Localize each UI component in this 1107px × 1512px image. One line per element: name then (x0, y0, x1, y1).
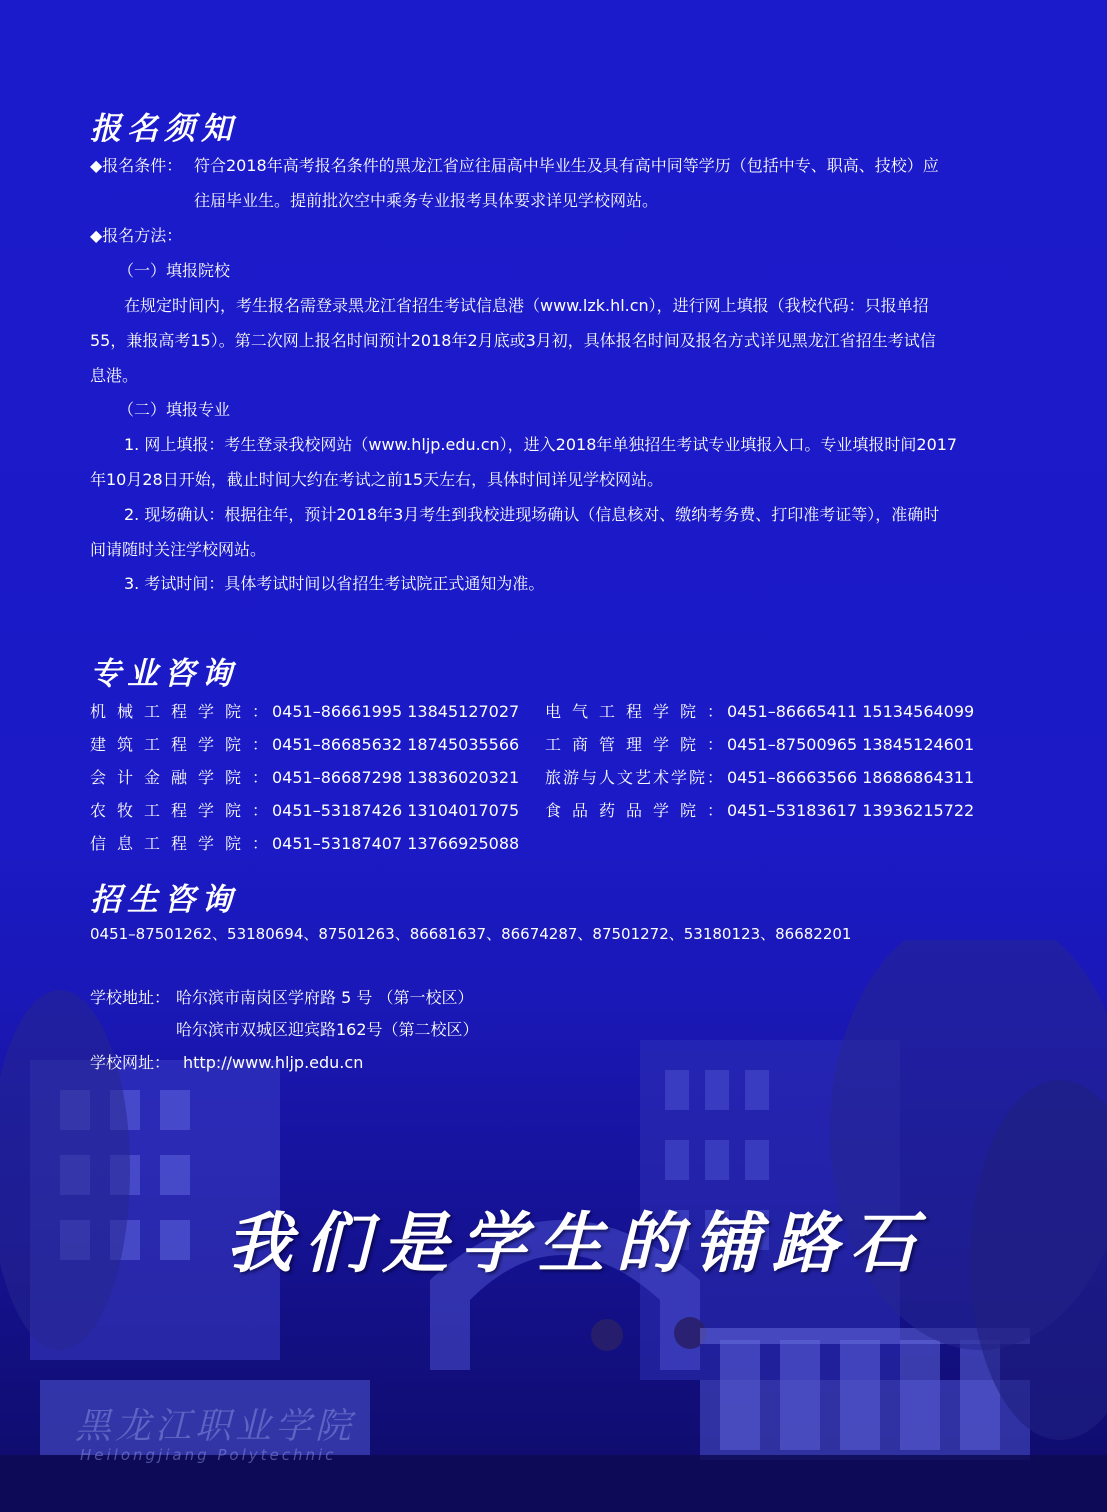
dept-phone: 0451–86687298 13836020321 (272, 768, 520, 787)
step1-title: （一）填报院校 (118, 261, 231, 280)
condition-label: ◆报名条件： (90, 156, 183, 175)
campus-2-address: 哈尔滨市双城区迎宾路162号（第二校区） (176, 1020, 479, 1039)
step1-line-1: 在规定时间内，考生报名需登录黑龙江省招生考试信息港（www.lzk.hl.cn），进行网上填报（我校代码：只报单招 (124, 296, 929, 315)
address-label: 学校地址： (90, 988, 171, 1007)
major-contact-row (545, 732, 974, 755)
dept-name: 旅游与人文艺术学院： (545, 768, 723, 787)
major-contact-row (545, 798, 974, 821)
dept-phone: 0451–53187407 13766925088 (272, 834, 520, 853)
dept-phone: 0451–86665411 15134564099 (727, 702, 975, 721)
dept-phone: 0451–86661995 13845127027 (272, 702, 520, 721)
admission-phones: 0451–87501262、53180694、87501263、86681637、86674287、87501272、53180123、86682201 (90, 925, 852, 943)
dept-name: 会计金融学院： (90, 768, 268, 787)
dept-name: 食品药品学院： (545, 801, 723, 820)
dept-phone: 0451–87500965 13845124601 (727, 735, 975, 754)
gate-sign: 黑龙江职业学院 (75, 1406, 356, 1447)
step2-title: （二）填报专业 (118, 400, 231, 419)
dept-name: 农牧工程学院： (90, 801, 268, 820)
item3-line-1: 3. 考试时间：具体考试时间以省招生考试院正式通知为准。 (124, 574, 545, 593)
slogan: 我们是学生的铺路石 (226, 1204, 928, 1282)
item1-line-2: 年10月28日开始，截止时间大约在考试之前15天左右，具体时间详见学校网站。 (90, 470, 664, 489)
dept-phone: 0451–53183617 13936215722 (727, 801, 975, 820)
item2-line-2: 间请随时关注学校网站。 (90, 540, 267, 559)
dept-phone: 0451–86663566 18686864311 (727, 768, 975, 787)
dept-name: 工商管理学院： (545, 735, 723, 754)
major-contact-row (90, 831, 519, 854)
website-label: 学校网址： (90, 1053, 171, 1072)
gate-sign-english: Heilongjiang Polytechnic (80, 1446, 337, 1464)
major-contact-row (545, 765, 974, 788)
dept-name: 建筑工程学院： (90, 735, 268, 754)
dept-phone: 0451–53187426 13104017075 (272, 801, 520, 820)
major-contact-row (545, 699, 974, 722)
dept-name: 机械工程学院： (90, 702, 268, 721)
admission-heading: 招生咨询 (90, 882, 238, 918)
dept-phone: 0451–86685632 18745035566 (272, 735, 520, 754)
major-contact-row (90, 732, 519, 755)
dept-name: 信息工程学院： (90, 834, 268, 853)
signup-heading: 报名须知 (90, 111, 238, 147)
major-contact-row (90, 765, 519, 788)
major-contact-row (90, 798, 519, 821)
condition-line-1: 符合2018年高考报名条件的黑龙江省应往届高中毕业生及具有高中同等学历（包括中专、职高、技校）应 (194, 156, 939, 175)
item2-line-1: 2. 现场确认：根据往年，预计2018年3月考生到我校进现场确认（信息核对、缴纳考务费、打印准考证等），准确时 (124, 505, 940, 524)
step1-line-3: 息港。 (90, 366, 139, 385)
website-link[interactable]: http://www.hljp.edu.cn (183, 1053, 364, 1072)
condition-line-2: 往届毕业生。提前批次空中乘务专业报考具体要求详见学校网站。 (194, 191, 659, 210)
major-contact-row (90, 699, 519, 722)
majors-heading: 专业咨询 (90, 656, 238, 692)
method-label: ◆报名方法： (90, 226, 183, 245)
item1-line-1: 1. 网上填报：考生登录我校网站（www.hljp.edu.cn），进入2018年单独招生考试专业填报入口。专业填报时间2017 (124, 435, 958, 454)
dept-name: 电气工程学院： (545, 702, 723, 721)
step1-line-2: 55，兼报高考15）。第二次网上报名时间预计2018年2月底或3月初，具体报名时间及报名方式详见黑龙江省招生考试信 (90, 331, 936, 350)
campus-1-address: 哈尔滨市南岗区学府路 5 号 （第一校区） (176, 988, 474, 1007)
